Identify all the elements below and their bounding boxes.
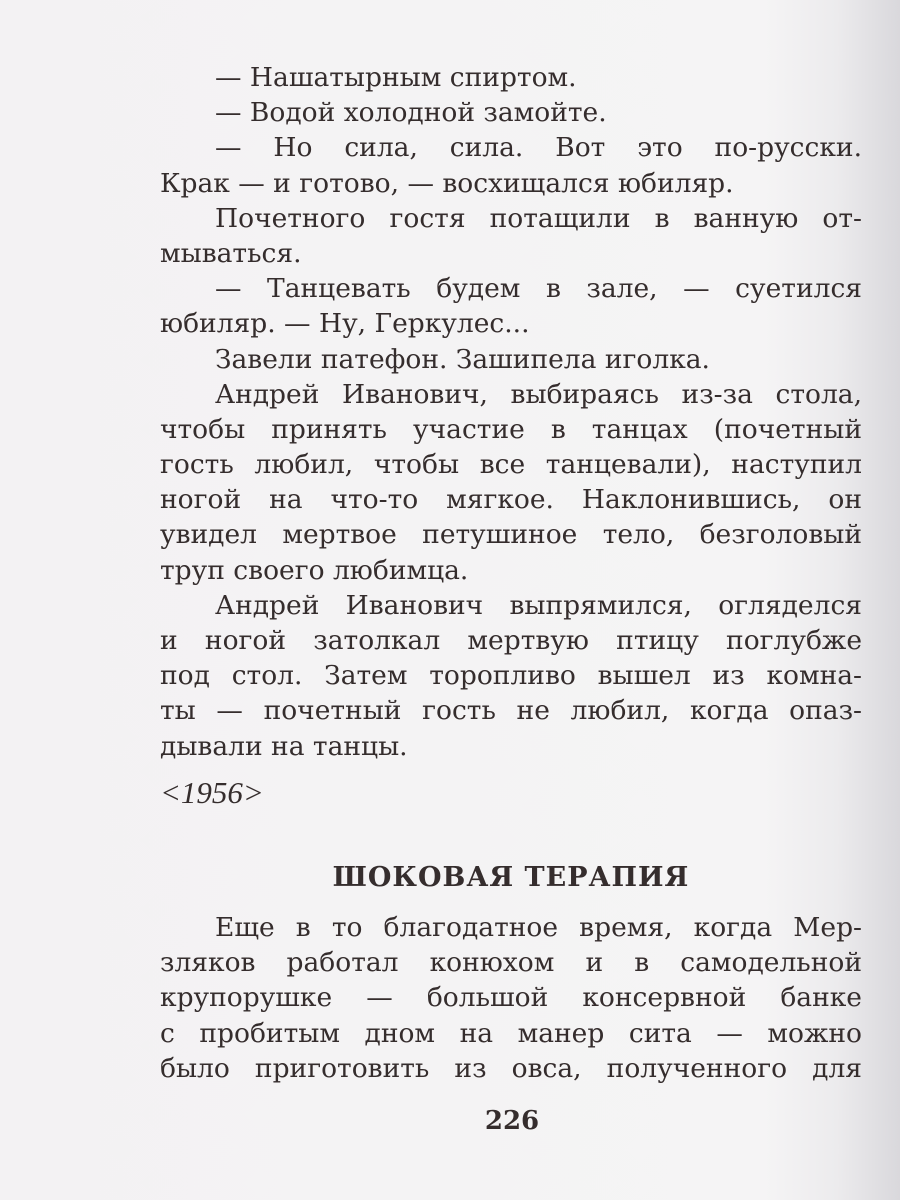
text-line: Почетного гостя потащили в ванную от-	[215, 202, 862, 234]
text-line: чтобы принять участие в танцах (почетный	[160, 413, 862, 445]
text-line: было приготовить из овса, полученного для	[160, 1052, 862, 1084]
text-line: — Танцевать будем в зале, — суетился	[215, 273, 862, 305]
story-heading: ШОКОВАЯ ТЕРАПИЯ	[332, 862, 690, 893]
text-line: Андрей Иванович, выбираясь из-за стола,	[215, 378, 862, 410]
text-line: Андрей Иванович выпрямился, огляделся	[215, 589, 862, 621]
text-line: Крак — и готово, — восхищался юбиляр.	[160, 167, 734, 199]
story-date: <1956>	[160, 775, 264, 810]
text-block-new-story	[160, 910, 862, 1086]
text-line: ногой на что-то мягкое. Наклонившись, он	[160, 484, 862, 516]
text-line: дывали на танцы.	[160, 730, 408, 762]
text-line: юбиляр. — Ну, Геркулес...	[160, 308, 530, 340]
text-line: труп своего любимца.	[160, 554, 469, 586]
text-line: мываться.	[160, 237, 302, 269]
page-number: 226	[484, 1106, 540, 1136]
text-line: крупорушке — большой консервной банке	[160, 982, 862, 1014]
text-line: под стол. Затем торопливо вышел из комна-	[160, 660, 862, 692]
text-line: с пробитым дном на манер сита — можно	[160, 1017, 862, 1049]
text-line: зляков работал конюхом и в самодельной	[160, 947, 862, 979]
text-block-story-ending	[160, 60, 862, 764]
text-line: гость любил, чтобы все танцевали), наступил	[160, 449, 862, 481]
text-line: увидел мертвое петушиное тело, безголовый	[160, 519, 862, 551]
text-line: — Водой холодной замойте.	[215, 97, 607, 129]
text-line: ты — почетный гость не любил, когда опаз-	[160, 695, 862, 727]
text-line: — Нашатырным спиртом.	[215, 62, 577, 93]
text-line: Еще в то благодатное время, когда Мер-	[215, 912, 862, 943]
text-line: Завели патефон. Зашипела иголка.	[215, 343, 710, 375]
text-line: — Но сила, сила. Вот это по-русски.	[215, 132, 862, 164]
text-line: и ногой затолкал мертвую птицу поглубже	[160, 625, 862, 656]
